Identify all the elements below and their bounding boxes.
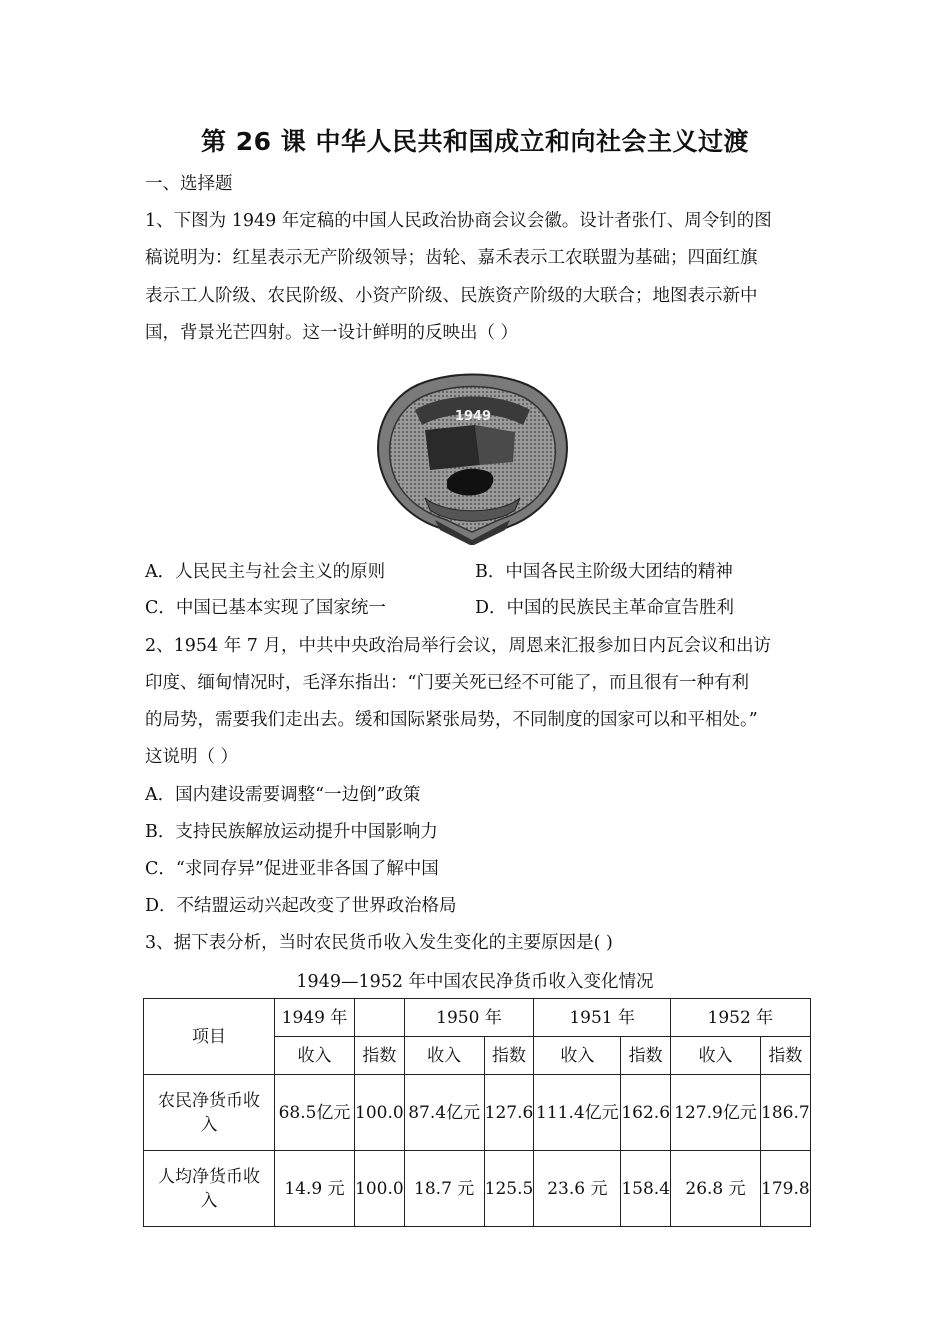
table-cell: 23.6 元 [534, 1151, 621, 1227]
header-year-1952: 1952 年 [671, 999, 811, 1037]
emblem-year-text: 1949 [454, 409, 492, 424]
table-cell: 18.7 元 [404, 1151, 484, 1227]
table-cell: 127.6 [484, 1075, 534, 1151]
q2-line-3: 的局势，需要我们走出去。缓和国际紧张局势，不同制度的国家可以和平相处。” [145, 710, 758, 730]
sub-index: 指数 [484, 1037, 534, 1075]
table-row [144, 1075, 811, 1151]
header-year-1951: 1951 年 [534, 999, 671, 1037]
q1-option-d: D．中国的民族民主革命宣告胜利 [475, 598, 735, 618]
table-caption: 1949—1952 年中国农民净货币收入变化情况 [296, 972, 654, 992]
table-cell: 14.9 元 [275, 1151, 355, 1227]
sub-index: 指数 [355, 1037, 405, 1075]
lesson-title: 第 26 课 中华人民共和国成立和向社会主义过渡 [201, 127, 749, 156]
q1-line-4: 国，背景光芒四射。这一设计鲜明的反映出（ ） [145, 323, 519, 343]
q2-option-a: A．国内建设需要调整“一边倒”政策 [145, 785, 421, 805]
q2-option-d: D．不结盟运动兴起改变了世界政治格局 [145, 896, 457, 916]
sub-index: 指数 [621, 1037, 671, 1075]
row-label: 农民净货币收 入 [144, 1075, 275, 1151]
header-year-1949: 1949 年 [275, 999, 355, 1037]
table-cell: 125.5 [484, 1151, 534, 1227]
table-row [144, 1151, 811, 1227]
q2-line-1: 2、1954 年 7 月，中共中央政治局举行会议，周恩来汇报参加日内瓦会议和出访 [145, 636, 771, 656]
header-year-1949-blank [355, 999, 405, 1037]
q2-option-c: C．“求同存异”促进亚非各国了解中国 [145, 859, 439, 879]
income-table [143, 998, 811, 1227]
sub-income: 收入 [275, 1037, 355, 1075]
table-cell: 186.7 [761, 1075, 811, 1151]
table-header-row-years [144, 999, 811, 1037]
table-cell: 111.4亿元 [534, 1075, 621, 1151]
q3-stem: 3、据下表分析，当时农民货币收入发生变化的主要原因是( ) [145, 933, 613, 953]
sub-income: 收入 [534, 1037, 621, 1075]
q1-option-b: B．中国各民主阶级大团结的精神 [475, 562, 733, 582]
q1-option-c: C．中国已基本实现了国家统一 [145, 598, 386, 618]
q2-line-2: 印度、缅甸情况时，毛泽东指出：“门要关死已经不可能了，而且很有一种有利 [145, 673, 749, 693]
table-cell: 162.6 [621, 1075, 671, 1151]
q1-line-3: 表示工人阶级、农民阶级、小资产阶级、民族资产阶级的大联合；地图表示新中 [145, 286, 758, 306]
q2-option-b: B．支持民族解放运动提升中国影响力 [145, 822, 438, 842]
q1-line-2: 稿说明为：红星表示无产阶级领导；齿轮、嘉禾表示工农联盟为基础；四面红旗 [145, 248, 758, 268]
sub-income: 收入 [671, 1037, 761, 1075]
table-cell: 26.8 元 [671, 1151, 761, 1227]
table-cell: 100.0 [355, 1075, 405, 1151]
table-cell: 158.4 [621, 1151, 671, 1227]
cppcc-emblem-image [365, 370, 580, 545]
table-cell: 127.9亿元 [671, 1075, 761, 1151]
table-cell: 87.4亿元 [404, 1075, 484, 1151]
q1-line-1: 1、下图为 1949 年定稿的中国人民政治协商会议会徽。设计者张仃、周令钊的图 [145, 211, 772, 231]
table-cell: 68.5亿元 [275, 1075, 355, 1151]
table-cell: 179.8 [761, 1151, 811, 1227]
q2-line-4: 这说明（ ） [145, 747, 239, 767]
sub-income: 收入 [404, 1037, 484, 1075]
sub-index: 指数 [761, 1037, 811, 1075]
q1-option-a: A．人民民主与社会主义的原则 [145, 562, 386, 582]
table-cell: 100.0 [355, 1151, 405, 1227]
section-heading: 一、选择题 [145, 174, 233, 194]
header-item: 项目 [144, 999, 275, 1075]
row-label: 人均净货币收 入 [144, 1151, 275, 1227]
header-year-1950: 1950 年 [404, 999, 534, 1037]
